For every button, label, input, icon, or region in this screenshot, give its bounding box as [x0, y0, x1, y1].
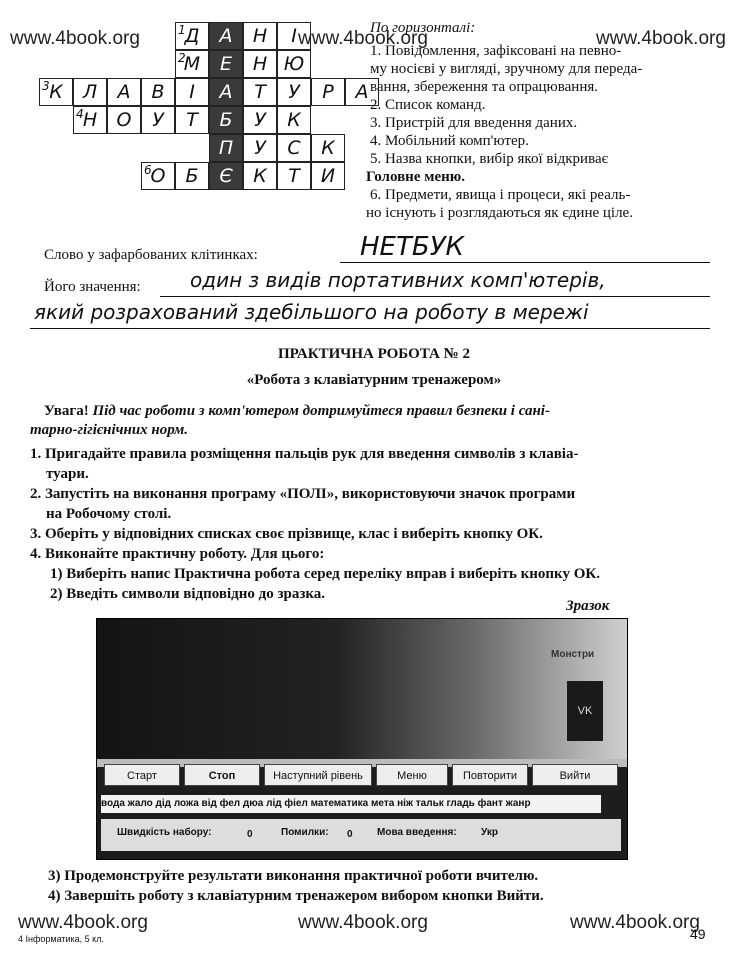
trainer-text-line: вода жало дід ложа від фел дюа лід фіел математика мета ніж тальк гладь фант жанр — [101, 795, 601, 813]
final-steps — [48, 866, 544, 906]
crossword-cell: О — [141, 162, 175, 190]
warning-bold: Увага! — [44, 403, 89, 419]
clues-heading: По горизонталі: — [370, 20, 476, 36]
crossword-cell: Н — [243, 22, 277, 50]
meaning-line-2: який розрахований здебільшого на роботу в мережі — [34, 300, 589, 324]
crossword-cell: І — [277, 22, 311, 50]
crossword-cell: Т — [175, 106, 209, 134]
next-level-button[interactable]: Наступний рівень — [264, 764, 372, 786]
watermark-top-left: www.4book.org — [10, 28, 140, 49]
clue-line: 4. Мобільний комп'ютер. — [370, 133, 529, 149]
crossword-cell: О — [107, 106, 141, 134]
stop-button[interactable]: Стоп — [184, 764, 260, 786]
start-button[interactable]: Старт — [104, 764, 180, 786]
repeat-button[interactable]: Повторити — [452, 764, 528, 786]
clue-lines — [366, 42, 715, 222]
status-lang-value: Укр — [481, 827, 498, 838]
crossword-cell: А — [209, 78, 243, 106]
watermark-bottom-center: www.4book.org — [298, 912, 428, 933]
status-errors-label: Помилки: — [281, 827, 329, 838]
watermark-top-center: www.4book.org — [298, 28, 428, 49]
trainer-scene — [97, 619, 627, 759]
clue-line: му носієві у вигляді, зручному для переда- — [370, 61, 643, 77]
clue-line: Головне меню. — [366, 169, 465, 185]
crossword-cell: Є — [209, 162, 243, 190]
side-value: VK — [567, 681, 603, 741]
crossword-cell: К — [311, 134, 345, 162]
menu-button[interactable]: Меню — [376, 764, 448, 786]
crossword-cell: А — [107, 78, 141, 106]
clue-number: 3 — [42, 79, 50, 93]
exit-button[interactable]: Вийти — [532, 764, 618, 786]
warning-text: Під час роботи з комп'ютером дотримуйтеся правил безпеки і сані- — [92, 403, 550, 419]
step-line: на Робочому столі. — [46, 506, 172, 522]
crossword-cell: А — [209, 22, 243, 50]
clue-line: 3. Пристрій для введення даних. — [370, 115, 578, 131]
crossword-cell: Л — [73, 78, 107, 106]
crossword-cell: С — [277, 134, 311, 162]
final-step-line: 3) Продемонструйте результати виконання практичної роботи вчителю. — [48, 868, 539, 884]
step-line: 2. Запустіть на виконання програму «ПОЛІ», використовуючи значок програми — [30, 486, 576, 502]
crossword-cell: І — [175, 78, 209, 106]
crossword-cell: Е — [209, 50, 243, 78]
sample-label: Зразок — [566, 598, 610, 614]
clues-block — [370, 20, 720, 37]
step-line: 2) Введіть символи відповідно до зразка. — [50, 586, 326, 602]
practical-subtitle: «Робота з клавіатурним тренажером» — [246, 372, 502, 388]
clue-number: 4 — [76, 107, 84, 121]
crossword-cell: Д — [175, 22, 209, 50]
side-label: Монстри — [551, 649, 595, 660]
clue-line: 2. Список команд. — [370, 97, 486, 113]
crossword-cell: У — [141, 106, 175, 134]
final-step-line: 4) Завершіть роботу з клавіатурним тренажером вибором кнопки Вийти. — [48, 888, 544, 904]
clue-number: 1 — [178, 23, 186, 37]
page-number: 49 — [690, 926, 706, 942]
clue-number: 6 — [144, 163, 152, 177]
crossword-cell: Т — [277, 162, 311, 190]
crossword-cell: К — [277, 106, 311, 134]
watermark-top-right: www.4book.org — [596, 28, 726, 49]
crossword-cell: В — [141, 78, 175, 106]
crossword-cell: И — [311, 162, 345, 190]
word-label: Слово у зафарбованих клітинках: — [44, 247, 258, 263]
clue-line: вання, збереження та опрацювання. — [370, 79, 599, 95]
crossword-cell: М — [175, 50, 209, 78]
answer-word: НЕТБУК — [360, 232, 464, 262]
step-line: 1. Пригадайте правила розміщення пальців рук для введення символів з клавіа- — [30, 446, 579, 462]
watermark-bottom-right: www.4book.org — [570, 912, 700, 933]
footer-left: 4 Інформатика, 5 кл. — [18, 934, 104, 944]
crossword-cell: Н — [243, 50, 277, 78]
crossword-cell: Ю — [277, 50, 311, 78]
trainer-screenshot — [96, 618, 628, 860]
crossword-cell: А — [345, 78, 379, 106]
status-speed-label: Швидкість набору: — [117, 827, 212, 838]
status-lang-label: Мова введення: — [377, 827, 457, 838]
clue-line: 5. Назва кнопки, вибір якої відкриває — [370, 151, 609, 167]
crossword-cell: У — [243, 134, 277, 162]
clue-line: но існують і розглядаються як єдине ціле. — [366, 205, 633, 221]
status-errors-value: 0 — [347, 829, 353, 840]
clue-number: 2 — [178, 51, 186, 65]
steps — [30, 444, 730, 604]
crossword-cell: К — [39, 78, 73, 106]
warning — [44, 402, 724, 420]
crossword-cell: Т — [243, 78, 277, 106]
trainer-status — [101, 819, 621, 851]
warning-line-2: тарно-гігієнічних норм. — [30, 422, 189, 438]
status-speed-value: 0 — [247, 829, 253, 840]
crossword-cell: Р — [311, 78, 345, 106]
step-line: 4. Виконайте практичну роботу. Для цього: — [30, 546, 325, 562]
crossword-cell: К — [243, 162, 277, 190]
crossword-cell: Б — [209, 106, 243, 134]
crossword-cell: У — [243, 106, 277, 134]
crossword-cell: Б — [175, 162, 209, 190]
meaning-label: Його значення: — [44, 279, 141, 295]
meaning-line-1: один з видів портативних комп'ютерів, — [190, 268, 606, 292]
clue-line: 6. Предмети, явища і процеси, які реаль- — [370, 187, 631, 203]
crossword-cell: П — [209, 134, 243, 162]
crossword-cell: Н — [73, 106, 107, 134]
clue-line: 1. Повідомлення, зафіксовані на певно- — [370, 43, 622, 59]
step-line: 1) Виберіть напис Практична робота серед переліку вправ і виберіть кнопку ОК. — [50, 566, 601, 582]
watermark-bottom-left: www.4book.org — [18, 912, 148, 933]
step-line: туари. — [46, 466, 89, 482]
step-line: 3. Оберіть у відповідних списках своє прізвище, клас і виберіть кнопку ОК. — [30, 526, 543, 542]
practical-title: ПРАКТИЧНА РОБОТА № 2 — [278, 346, 470, 362]
crossword-cell: У — [277, 78, 311, 106]
